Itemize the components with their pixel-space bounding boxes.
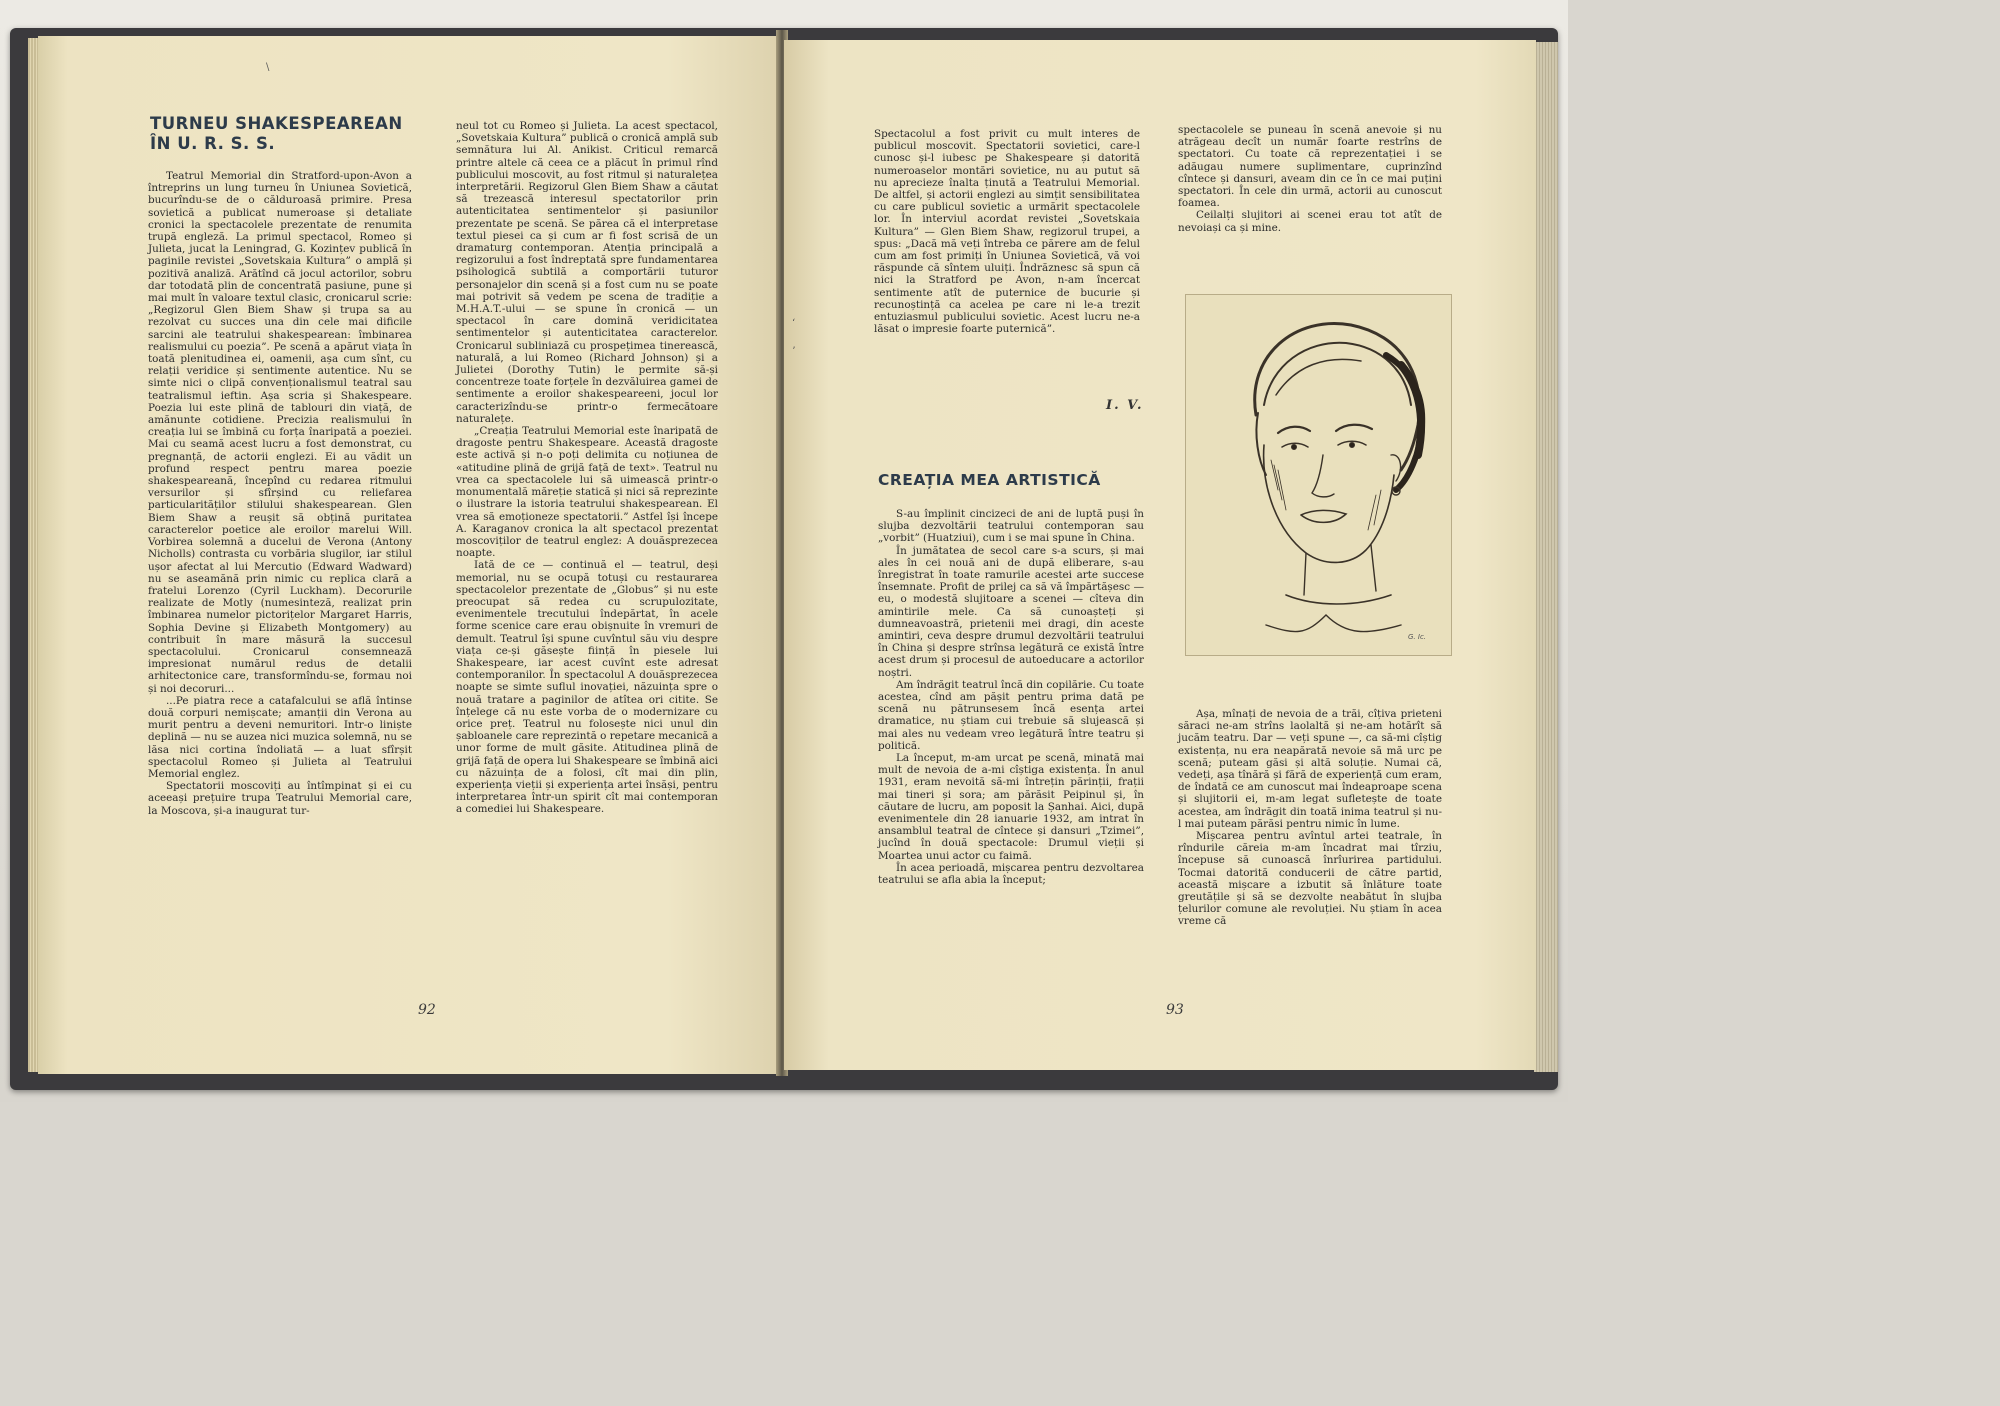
paragraph: În jumătatea de secol care s-a scurs, și mai ales în cei nouă ani de după eliberare, s-au înregistrat în toate ramurile acestei arte succese însemnate. Profit de prilej ca să vă împărtășesc — eu, o modestă slujitoare a scenei — cîteva din amintirile mele. Ca să cunoașteți și dumneavoastră, prietenii mei dragi, din aceste amintiri, ceva despre drumul dezvoltării teatrului în China și despre strînsa legătură ce există între acest drum și procesul de autoeducare a actorilor noștri.: [878, 544, 1144, 679]
paragraph: ...Pe piatra rece a catafalcului se află întinse două corpuri nemișcate; amanții din Verona au murit pentru a deveni nemuritori. Intr-o liniște deplină — nu se auzea nici muzica solemnă, nu se lăsa nici cortina îndoliată — a luat sfîrșit spectacolul Romeo și Julieta al Teatrului Memorial englez.: [148, 694, 412, 780]
paragraph: Așa, mînați de nevoia de a trăi, cîțiva prieteni săraci ne-am strîns laolaltă și ne-am hotărît să jucăm teatru. Dar — veți spune —, ca să-mi cîștig existența, nu era neapărată nevoie să mă urc pe scenă; puteam găsi și altă soluție. Numai că, vedeți, așa tînără și fără de experiență cum eram, de îndată ce am cunoscut mai îndeaproape scena și slujitorii ei, m-am legat sufletește de toate acestea, am îndrăgit din toată inima teatrul și nu-l mai puteam părăsi pentru nimic în lume.: [1178, 708, 1442, 830]
right-page: [784, 40, 1536, 1070]
paragraph: Mișcarea pentru avîntul artei teatrale, în rîndurile căreia m-am încadrat mai tîrziu, începuse să cunoască înrîurirea partidului. Tocmai datorită conducerii de către partid, această mișcare a izbutit să înlăture toate greutățile și să se dezvolte neabătut în slujba țelurilor comune ale revoluției. Nu știam în acea vreme că: [1178, 830, 1442, 928]
paragraph: spectacolele se puneau în scenă anevoie și nu atrăgeau decît un număr foarte restrîns de spectatori. Cu toate că reprezentației i se adăugau numere suplimentare, cuprinzînd cîntece și dansuri, aveam din ce în ce mai puțini spectatori. În cele din urmă, actorii au cunoscut foamea.: [1178, 124, 1442, 210]
left-page: [38, 36, 778, 1074]
paragraph: Spectatorii moscoviți au întîmpinat și ei cu aceeași prețuire trupa Teatrului Memorial care, la Moscova, și-a inaugurat tur-: [148, 780, 412, 817]
right-column-1-bottom: [878, 508, 1144, 886]
article-title: CREAȚIA MEA ARTISTICĂ: [878, 471, 1101, 489]
page-number: 92: [418, 1002, 436, 1018]
right-column-2-top: [1178, 124, 1442, 234]
left-column-2: [456, 120, 718, 816]
paragraph: Teatrul Memorial din Stratford-upon-Avon a întreprins un lung turneu în Uniunea Sovietică, bucurîndu-se de o călduroasă primire. Presa sovietică a publicat numeroase și detaliate cronici la spectacolele prezentate de renumita trupă engleză. La primul spectacol, Romeo și Julieta, jucat la Leningrad, G. Kozințev publică în paginile revistei „Sovetskaia Kultura” o amplă și pozitivă analiză. Arătînd că jocul actorilor, sobru dar totodată plin de concentrată pasiune, pune și mai mult în valoare textul clasic, cronicarul scrie: „Regizorul Glen Biem Shaw și trupa sa au rezolvat cu succes una din cele mai dificile sarcini ale teatrului shakespearean: îmbinarea realismului cu poezia”. Pe scenă a apărut viața în toată plenitudinea ei, oamenii, așa cum sînt, cu relații veridice și sentimente autentice. Nu se simte nici o clipă convenționalismul teatral sau teatralismul ieftin. Așa scria și Shakespeare. Poezia lui este plină de tablouri din viață, de amănunte cotidiene. Precizia realismului în creația lui se îmbină cu forța înaripată a poeziei. Mai cu seamă acest lucru a fost demonstrat, cu pregnanță, de actorii englezi. Ei au vădit un profund respect pentru marea poezie shakespeareană, începînd cu redarea ritmului versurilor și sfîrșind cu reliefarea particularităților stilului shakespearean. Glen Biem Shaw a reușit să obțină puritatea caracterelor poetice ale eroilor marelui Will. Vorbirea solemnă a ducelui de Verona (Antony Nicholls) contrasta cu vorbăria slugilor, iar stilul ușor afectat al lui Mercutio (Edward Wadward) nu se aseamănă prin nimic cu replica clară a fratelui Lorenzo (Cyril Luckham). Decorurile realizate de Motly (numesinteză, realizat prin îmbinarea numelor pictorițelor Margaret Harris, Sophia Devine și Elizabeth Montgomery) au contribuit în mare măsură la succesul spectacolului. Cronicarul consemnează impresionat numărul redus de detalii arhitectonice care, transformîndu-se, formau noi și noi decoruri...: [148, 170, 412, 695]
paragraph: „Creația Teatrului Memorial este înaripată de dragoste pentru Shakespeare. Această dragoste este activă și n-o poți delimita cu noțiunea de «atitudine plină de grijă față de text». Teatrul nu vrea ca spectacolele lui să uimească printr-o monumentală măreție statică și nici să reprezinte o ilustrare la istoria teatrului shakespearean. El vrea să emoționeze spectatorii.” Astfel își începe A. Karaganov cronica la alt spectacol prezentat moscoviților de teatrul englez: A douăsprezecea noapte.: [456, 425, 718, 560]
right-column-2-bottom: [1178, 708, 1442, 928]
article-title: TURNEU SHAKESPEAREAN ÎN U. R. S. S.: [150, 114, 403, 153]
margin-mark: \: [266, 62, 270, 73]
paragraph: Am îndrăgit teatrul încă din copilărie. Cu toate acestea, cînd am pășit pentru prima dată pe scenă nu pătrunsesem încă esența artei dramatice, nu știam cui trebuie să slujească și mai ales nu vedeam vreo legătură între teatru și politică.: [878, 678, 1144, 752]
right-column-1-top: [874, 128, 1140, 335]
paragraph: În acea perioadă, mișcarea pentru dezvoltarea teatrului se afla abia la început;: [878, 861, 1144, 887]
paragraph: neul tot cu Romeo și Julieta. La acest spectacol, „Sovetskaia Kultura” publică o cronică amplă sub semnătura lui Al. Anikist. Criticul remarcă printre altele că ceea ce a plăcut în primul rînd publicului moscovit, au fost ritmul și naturalețea interpretării. Regizorul Glen Biem Shaw a căutat să trezească interesul spectatorilor prin autenticitatea sentimentelor și pasiunilor prezentate pe scenă. Se părea că el interpretase textul piesei ca și cum ar fi fost scrisă de un dramaturg contemporan. Atenția principală a regizorului a fost îndreptată spre fundamentarea psihologică subtilă a comportării tuturor personajelor din scenă și a fost cum nu se poate mai potrivit să vedem pe scena de tradiție a M.H.A.T.-ului — se spune în cronică — un spectacol în care domină veridicitatea sentimentelor și autenticitatea caracterelor. Cronicarul subliniază cu prospețimea tinerească, naturală, a lui Romeo (Richard Johnson) și a Julietei (Dorothy Tutin) le permite să-și concentreze toate forțele în dezvăluirea gamei de sentimente a eroilor shakespeareeni, jocul lor caracterizîndu-se printr-o fermecătoare naturalețe.: [456, 120, 718, 425]
paragraph: Spectacolul a fost privit cu mult interes de publicul moscovit. Spectatorii sovietici, care-l cunosc și-l iubesc pe Shakespeare și datorită numeroaselor montări sovietice, nu au putut să nu aprecieze înalta ținută a Teatrului Memorial. De altfel, și actorii englezi au simțit sensibilitatea cu care publicul sovietic a urmărit spectacolele lor. În interviul acordat revistei „Sovetskaia Kultura” — Glen Biem Shaw, regizorul trupei, a spus: „Dacă mă veți întreba ce părere am de felul cum am fost primiți în Uniunea Sovietică, vă voi răspunde că sîntem uluiți. Îndrăznesc să spun că nici la Stratford pe Avon, n-am încercat sentimente atît de puternice de bucurie și recunoștință ca acelea pe care ni le-a trezit entuziasmul publicului sovietic. Acest lucru ne-a lăsat o impresie foarte puternică”.: [874, 128, 1140, 336]
paragraph: S-au împlinit cincizeci de ani de luptă puși în slujba dezvoltării teatrului contemporan sau „vorbit” (Huatziui), cum i se mai spune în China.: [878, 508, 1144, 545]
paragraph: Iată de ce — continuă el — teatrul, deși memorial, nu se ocupă totuși cu restaurarea spectacolelor prezentate de „Globus” și nu este preocupat să redea cu scrupulozitate, evenimentele trecutului îndepărtat, în acele forme scenice care erau obișnuite în vremuri de demult. Teatrul își spune cuvîntul său viu despre viața ce-și găsește ființă în piesele lui Shakespeare, iar acest cuvînt este adresat contemporanilor. În spectacolul A douăsprezecea noapte se simte suflul inovației, năzuința spre o nouă tratare a paginilor de atîtea ori citite. Se înțelege că nu este vorba de o modernizare cu orice preț. Teatrul nu folosește nici unul din șabloanele care reprezintă o repetare mecanică a unor forme de mult găsite. Atitudinea plină de grijă față de opera lui Shakespeare se îmbină aici cu năzuința de a folosi, cît mai din plin, experiența vieții și experiența artei însăși, pentru interpretarea într-un spirit cît mai contemporan a comediei lui Shakespeare.: [456, 559, 718, 816]
page-number: 93: [1166, 1002, 1184, 1018]
margin-mark: ʼ: [792, 346, 796, 357]
left-column-1: [148, 170, 412, 817]
author-signature: I. V.: [1106, 398, 1144, 413]
page-edges-right: [1534, 42, 1558, 1072]
artist-signature: G. Ic.: [1408, 633, 1427, 641]
paragraph: La început, m-am urcat pe scenă, minată mai mult de nevoia de a-mi cîștiga existența. În anul 1931, eram nevoită să-mi întrețin părinții, frații mai tineri și sora; am părăsit Peipinul și, în căutare de lucru, am poposit la Șanhai. Aici, după evenimentele din 28 ianuarie 1932, am intrat în ansamblul teatral de cîntece și dansuri „Tzimei”, jucînd în două spectacole: Drumul vieții și Moartea unui actor cu faimă.: [878, 752, 1144, 862]
margin-mark: ʻ: [792, 318, 796, 329]
portrait-sketch: [1186, 295, 1451, 655]
paragraph: Ceilalți slujitori ai scenei erau tot atît de nevoiași ca și mine.: [1178, 209, 1442, 234]
portrait-drawing: [1185, 294, 1452, 656]
